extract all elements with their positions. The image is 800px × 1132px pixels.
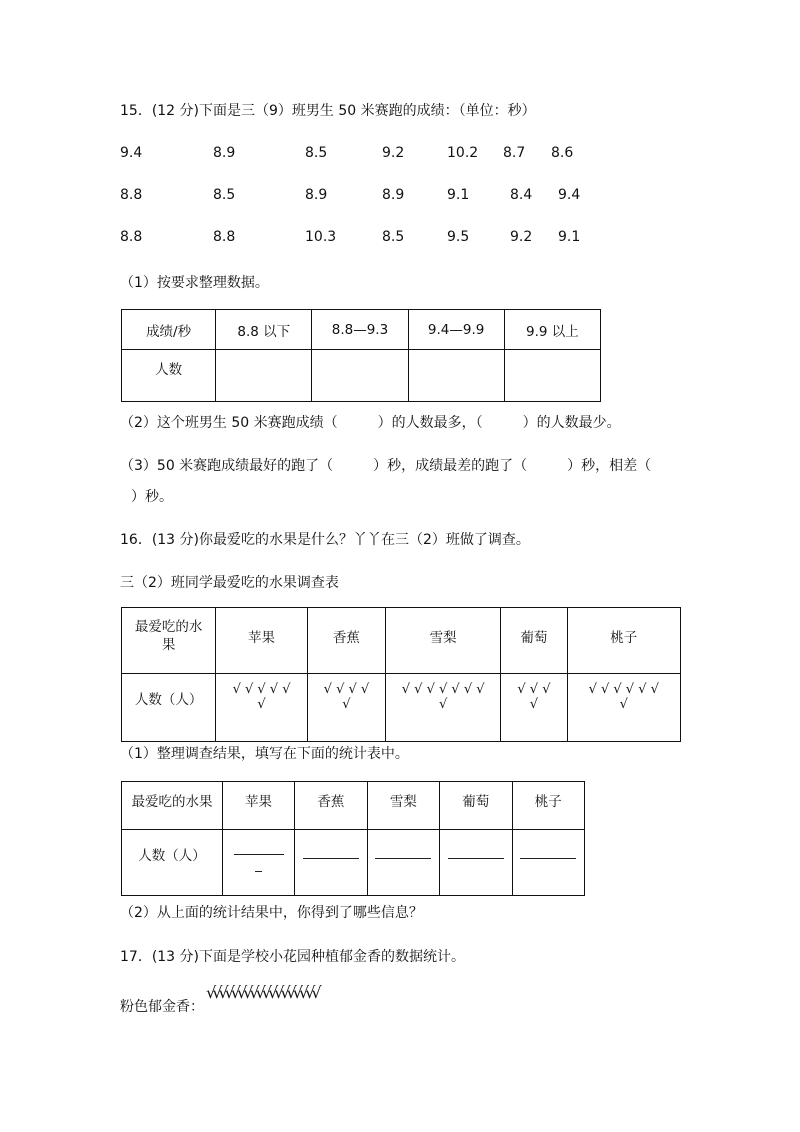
answer-line[interactable]: [375, 844, 431, 859]
q17-pink-label: 粉色郁金香：: [120, 999, 204, 1015]
tally-cell: √ √ √ √ √ √ √: [567, 674, 680, 742]
answer-cell[interactable]: _: [222, 830, 294, 896]
q16-survey-table: [121, 607, 681, 742]
q15-part2: （2）这个班男生 50 米赛跑成绩（ ）的人数最多，（ ）的人数最少。: [120, 415, 621, 431]
table-header: 桃子: [567, 608, 680, 674]
table-header: 最爱吃的水果: [122, 782, 223, 830]
table-header: 葡萄: [501, 608, 567, 674]
q15-score-table: [121, 309, 601, 402]
answer-cell[interactable]: [216, 350, 312, 402]
table-header: 苹果: [222, 782, 294, 830]
data-cell: 8.4: [510, 187, 533, 203]
data-cell: 8.5: [305, 145, 328, 161]
tally-cell: √ √ √ √ √ √: [216, 674, 308, 742]
tally-cell: √ √ √ √ √ √ √ √: [385, 674, 500, 742]
data-cell: 8.9: [213, 145, 236, 161]
answer-cell[interactable]: [512, 830, 584, 896]
data-cell: 8.9: [305, 187, 328, 203]
answer-line[interactable]: [234, 840, 284, 855]
answer-line[interactable]: [303, 844, 359, 859]
table-row-label: 人数（人）: [122, 830, 223, 896]
data-cell: 10.3: [305, 229, 337, 245]
table-header: 9.9 以上: [504, 310, 600, 350]
data-cell: 9.4: [120, 145, 143, 161]
data-cell: 8.7: [503, 145, 526, 161]
table-header: 8.8—9.3: [312, 310, 408, 350]
table-header: 雪梨: [367, 782, 439, 830]
q16-title: 16．(13 分)你最爱吃的水果是什么？丫丫在三（2）班做了调查。: [120, 532, 530, 548]
data-cell: 9.2: [382, 145, 405, 161]
table-header: 香蕉: [295, 782, 367, 830]
q16-table-title: 三（2）班同学最爱吃的水果调查表: [120, 575, 339, 591]
q15-part1: （1）按要求整理数据。: [120, 275, 269, 291]
table-header: 桃子: [512, 782, 584, 830]
answer-cell[interactable]: [504, 350, 600, 402]
data-cell: 9.4: [558, 187, 581, 203]
data-cell: 9.5: [447, 229, 470, 245]
data-cell: 8.8: [120, 187, 143, 203]
table-row-label: 人数（人）: [122, 674, 216, 742]
table-header: 成绩/秒: [122, 310, 216, 350]
q15-title: 15．(12 分)下面是三（9）班男生 50 米赛跑的成绩：（单位：秒）: [120, 103, 536, 119]
data-cell: 8.5: [213, 187, 236, 203]
answer-line[interactable]: [448, 844, 504, 859]
q16-part1: （1）整理调查结果，填写在下面的统计表中。: [120, 746, 409, 762]
answer-cell[interactable]: [367, 830, 439, 896]
table-header: 9.4—9.9: [408, 310, 504, 350]
table-row-label: 人数: [122, 350, 216, 402]
data-cell: 8.8: [213, 229, 236, 245]
table-header: 雪梨: [385, 608, 500, 674]
q16-part2: （2）从上面的统计结果中，你得到了哪些信息？: [120, 905, 423, 921]
answer-cell[interactable]: [408, 350, 504, 402]
tally-cell: √ √ √ √ √: [307, 674, 385, 742]
answer-cell[interactable]: [312, 350, 408, 402]
table-header: 苹果: [216, 608, 308, 674]
table-header: 8.8 以下: [216, 310, 312, 350]
data-cell: 8.9: [382, 187, 405, 203]
data-cell: 9.1: [558, 229, 581, 245]
answer-cell[interactable]: [295, 830, 367, 896]
q17-title: 17．(13 分)下面是学校小花园种植郁金香的数据统计。: [120, 949, 466, 965]
answer-cell[interactable]: [440, 830, 512, 896]
pink-tally: √√√√√√√√√√√√√√√√√√: [206, 983, 318, 1002]
data-cell: 9.1: [447, 187, 470, 203]
q16-stat-table: [121, 781, 585, 896]
q15-part3: （3）50 米赛跑成绩最好的跑了（ ）秒，成绩最差的跑了（ ）秒，相差（: [120, 458, 652, 474]
tally-cell: √ √ √ √: [501, 674, 567, 742]
table-header: 香蕉: [307, 608, 385, 674]
data-cell: 8.6: [551, 145, 574, 161]
table-header: 葡萄: [440, 782, 512, 830]
table-header: 最爱吃的水 果: [122, 608, 216, 674]
data-cell: 8.5: [382, 229, 405, 245]
data-cell: 10.2: [447, 145, 479, 161]
answer-line[interactable]: [520, 844, 576, 859]
q15-part3-cont: ）秒。: [131, 489, 173, 505]
data-cell: 8.8: [120, 229, 143, 245]
data-cell: 9.2: [510, 229, 533, 245]
